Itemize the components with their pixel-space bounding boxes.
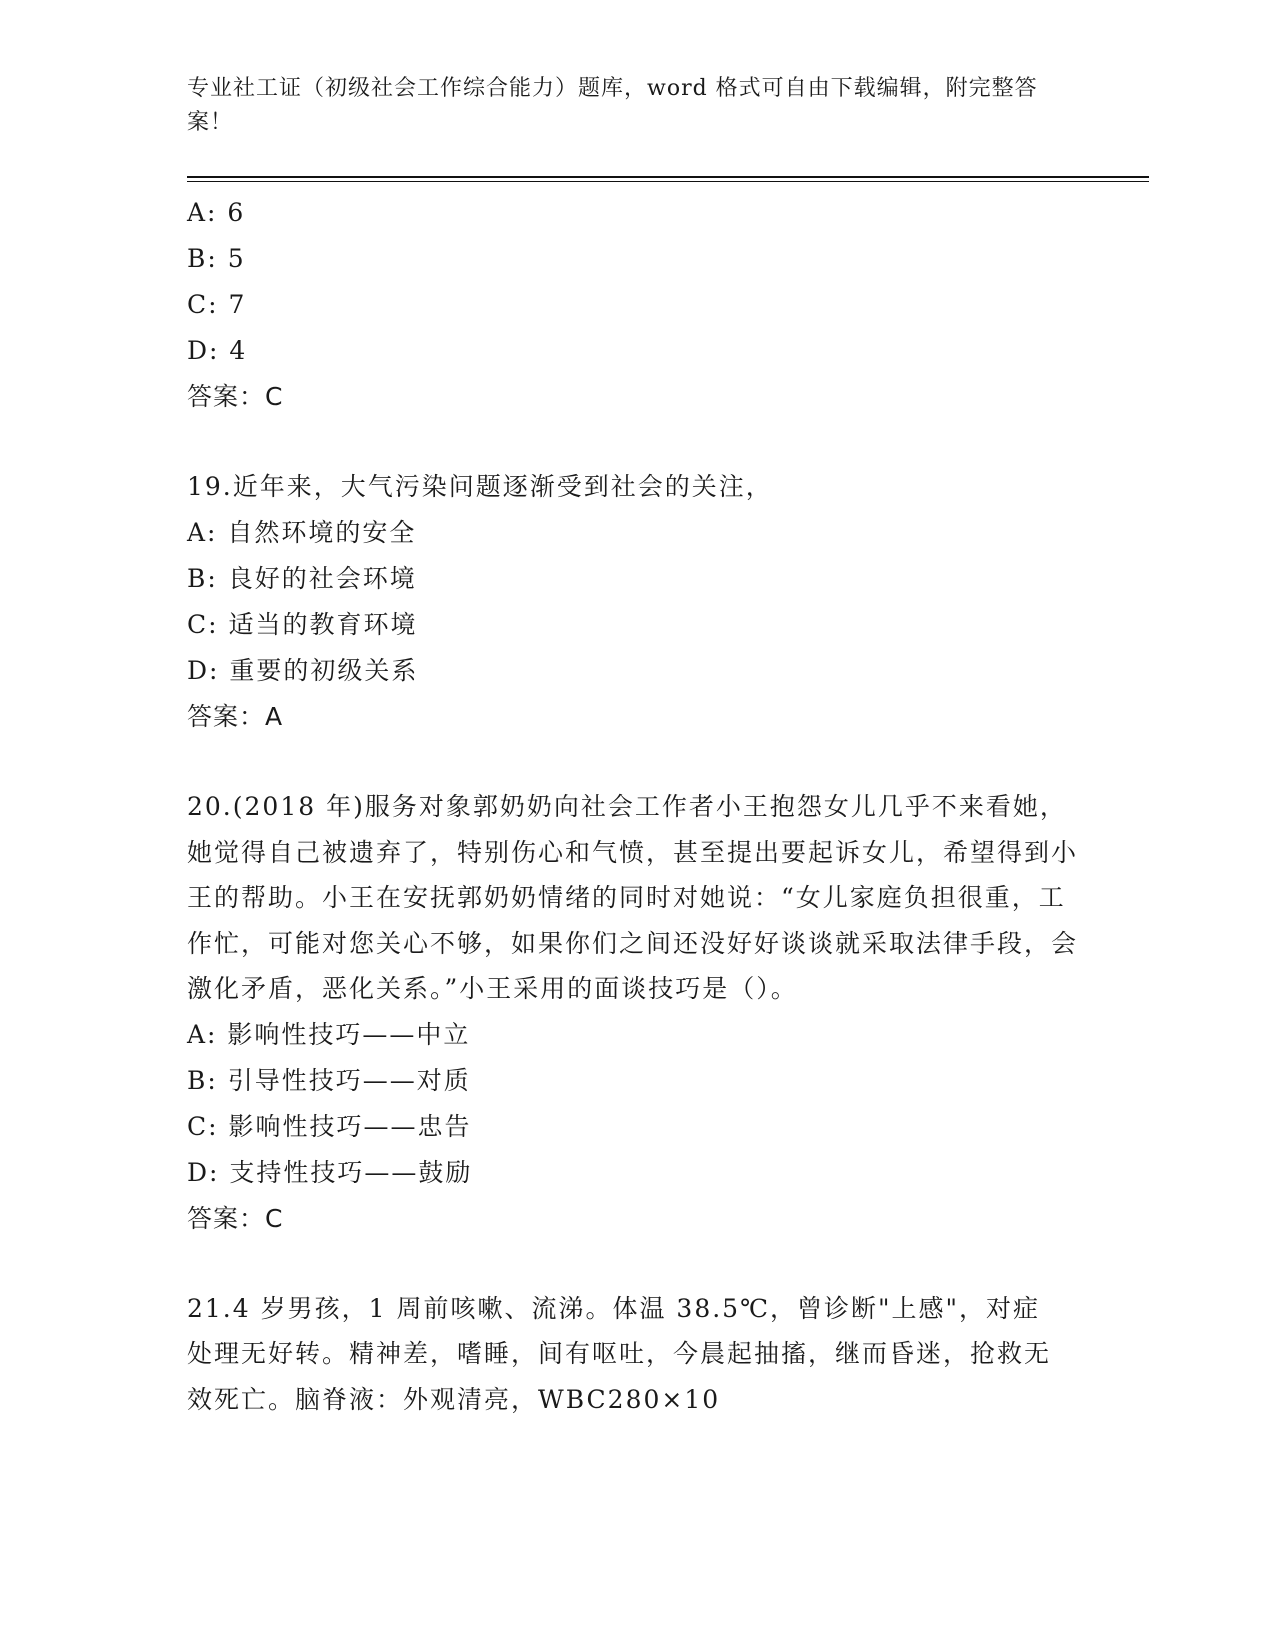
header-rule-thin [187, 181, 1149, 182]
option-c: C: 适当的教育环境 [187, 610, 418, 639]
option-d: D: 4 [187, 336, 248, 365]
question-21 [187, 1286, 1087, 1423]
question-18 [187, 190, 1087, 420]
question-19 [187, 464, 1087, 740]
option-d: D: 重要的初级关系 [187, 656, 419, 685]
question-text: 21.4 岁男孩，1 周前咳嗽、流涕。体温 38.5℃，曾诊断"上感"，对症处理无好转。精神差，嗜睡，间有呕吐，今晨起抽搐，继而昏迷，抢救无效死亡。脑脊液：外观清亮，WBC280×10 [187, 1293, 1052, 1414]
option-c: C: 影响性技巧——忠告 [187, 1111, 472, 1141]
answer-line: 答案：C [187, 382, 284, 411]
question-20 [187, 784, 1087, 1242]
document-header: 专业社工证（初级社会工作综合能力）题库，word 格式可自由下载编辑，附完整答案！ [187, 76, 1038, 135]
option-c: C: 7 [187, 290, 247, 319]
option-a: A: 影响性技巧——中立 [187, 1019, 471, 1049]
option-a: A: 6 [187, 198, 246, 227]
option-d: D: 支持性技巧——鼓励 [187, 1157, 473, 1187]
question-text: 20.(2018 年)服务对象郭奶奶向社会工作者小王抱怨女儿几乎不来看她，她觉得自己被遗弃了，特别伤心和气愤，甚至提出要起诉女儿，希望得到小王的帮助。小王在安抚郭奶奶情绪的同时对她说：“女儿家庭负担很重，工作忙，可能对您关心不够，如果你们之间还没好好谈谈就采取法律手段，会激化矛盾，恶化关系。”小王采用的面谈技巧是（）。 [187, 792, 1079, 1003]
answer-line: 答案：A [187, 702, 284, 731]
option-b: B: 良好的社会环境 [187, 564, 417, 593]
option-a: A: 自然环境的安全 [187, 518, 417, 547]
option-b: B: 引导性技巧——对质 [187, 1065, 471, 1095]
option-b: B: 5 [187, 244, 246, 273]
document-body [187, 190, 1087, 1422]
header-rule-thick [187, 176, 1149, 178]
question-text: 19.近年来，大气污染问题逐渐受到社会的关注， [187, 472, 773, 501]
answer-line: 答案：C [187, 1203, 284, 1233]
